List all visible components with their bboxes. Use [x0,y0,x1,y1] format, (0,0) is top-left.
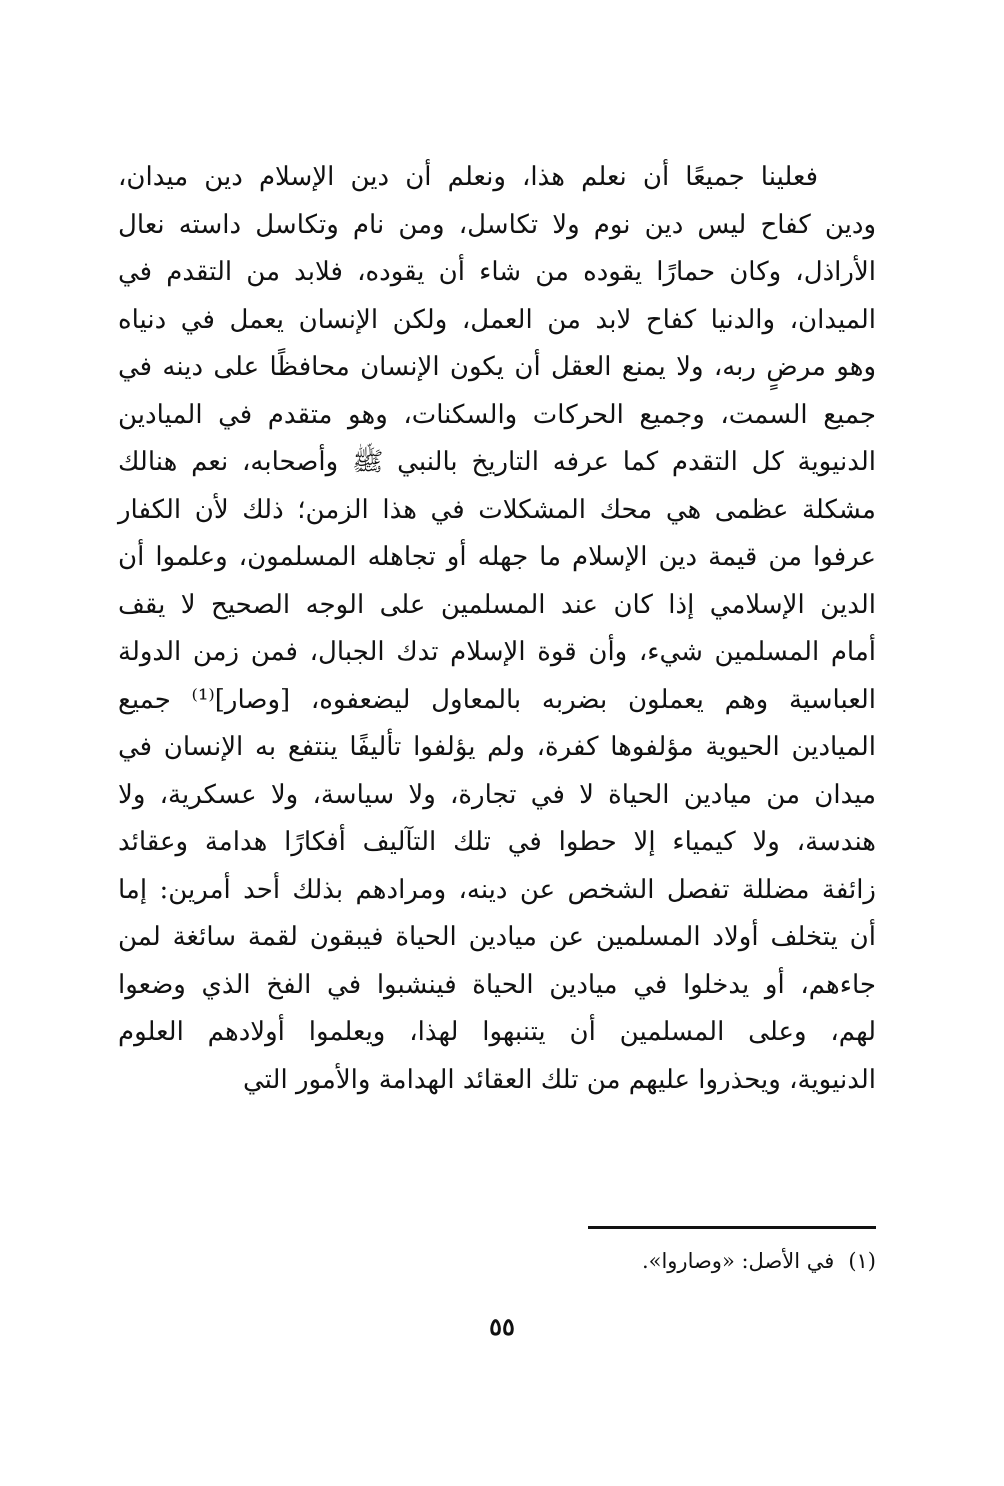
text-line: الدين الإسلامي إذا كان عند المسلمين على الوجه الصحيح لا يقف [118,589,876,620]
text-line: الأراذل، وكان حمارًا يقوده من شاء أن يقوده، فلابد من التقدم في [118,257,876,287]
text-line: الدنيوية كل التقدم كما عرفه التاريخ بالنبي ﷺ وأصحابه، نعم هنالك [118,447,876,477]
page-number: ٥٥ [489,1312,515,1341]
text-line: الميادين الحيوية مؤلفوها كفرة، ولم يؤلفوا تأليفًا ينتفع به الإنسان في [118,732,876,762]
text-line: زائفة مضللة تفصل الشخص عن دينه، ومرادهم بذلك أحد أمرين: إما [118,874,876,905]
text-line: مشكلة عظمى هي محك المشكلات في هذا الزمن؛ ذلك لأن الكفار [118,494,876,525]
text-line: هندسة، ولا كيمياء إلا حطوا في تلك التآليف أفكارًا هدامة وعقائد [118,827,876,857]
text-line: ميدان من ميادين الحياة لا في تجارة، ولا سياسة، ولا عسكرية، ولا [118,779,876,810]
body-text [118,154,876,1104]
text-line: الميدان، والدنيا كفاح لابد من العمل، ولكن الإنسان يعمل في دنياه [118,304,876,335]
text-line: العباسية وهم يعملون بضربه بالمعاول ليضعفوه، [وصار]⁽¹⁾ جميع [118,684,877,715]
text-line: فعلينا جميعًا أن نعلم هذا، ونعلم أن دين الإسلام دين ميدان، [118,162,818,192]
footnote-divider [588,1226,876,1229]
footnote-text: في الأصل: «وصاروا». [641,1249,835,1273]
text-line: ودين كفاح ليس دين نوم ولا تكاسل، ومن نام وتكاسل داسته نعال [118,209,876,240]
text-line: أمام المسلمين شيء، وأن قوة الإسلام تدك الجبال، فمن زمن الدولة [118,637,876,667]
text-line: عرفوا من قيمة دين الإسلام ما جهله أو تجاهله المسلمون، وعلموا أن [118,542,876,572]
footnote-number: (١) [848,1249,876,1273]
text-line: الدنيوية، ويحذروا عليهم من تلك العقائد الهدامة والأمور التي [243,1064,876,1095]
text-line: لهم، وعلى المسلمين أن يتنبهوا لهذا، ويعلموا أولادهم العلوم [118,1017,876,1047]
text-line: أن يتخلف أولاد المسلمين عن ميادين الحياة فيبقون لقمة سائغة لمن [118,922,876,952]
footnote [642,1244,876,1278]
text-line: جميع السمت، وجميع الحركات والسكنات، وهو متقدم في الميادين [118,399,876,430]
text-line: وهو مرضٍ ربه، ولا يمنع العقل أن يكون الإنسان محافظًا على دينه في [118,352,876,382]
text-line: جاءهم، أو يدخلوا في ميادين الحياة فينشبوا في الفخ الذي وضعوا [118,969,876,1000]
